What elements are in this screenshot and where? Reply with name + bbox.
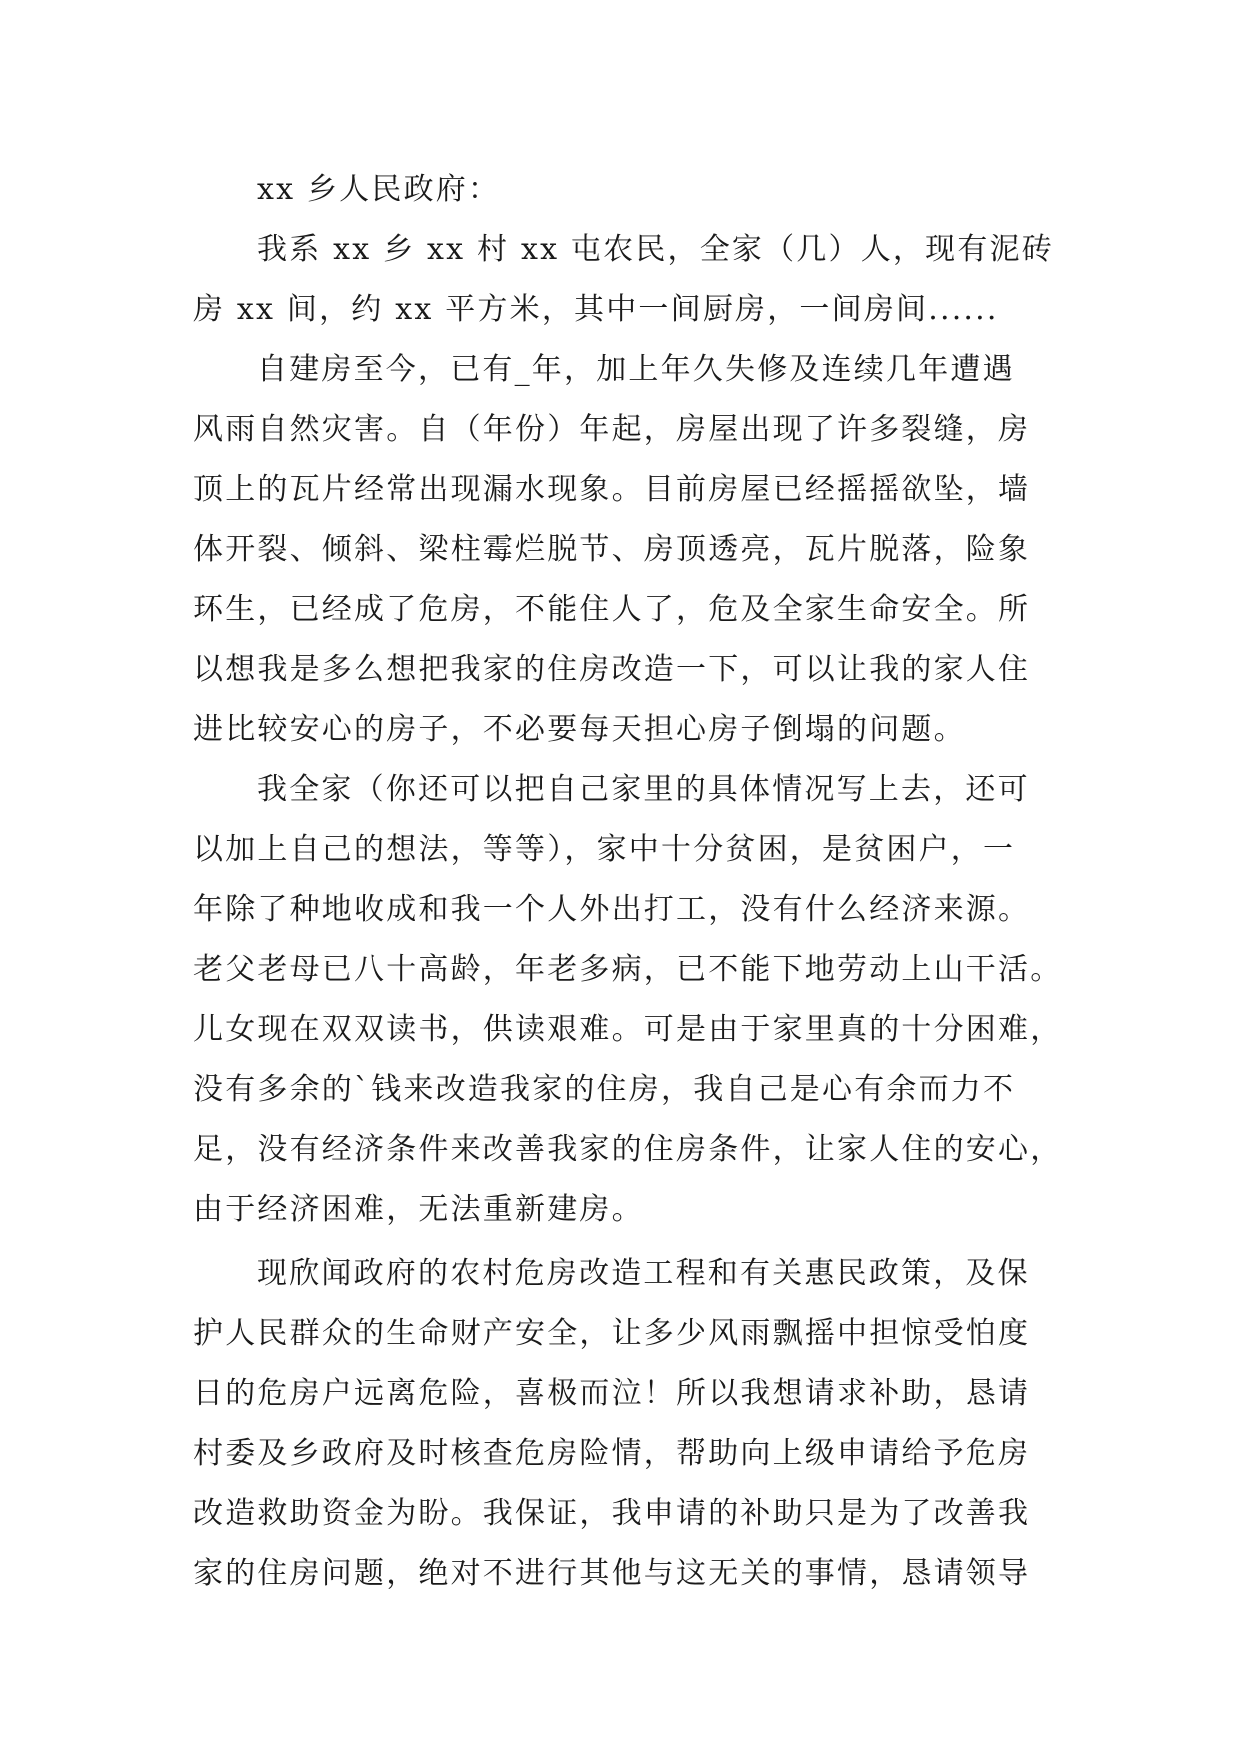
paragraph-line: 环生，已经成了危房，不能住人了，危及全家生命安全。所: [193, 592, 1031, 627]
paragraph-line: 村委及乡政府及时核查危房险情，帮助向上级申请给予危房: [193, 1436, 1031, 1471]
paragraph-line: 改造救助资金为盼。我保证，我申请的补助只是为了改善我: [193, 1496, 1031, 1531]
paragraph-line: 日的危房户远离危险，喜极而泣！所以我想请求补助，恳请: [193, 1376, 1031, 1411]
paragraph-line: 我全家（你还可以把自己家里的具体情况写上去，还可: [257, 772, 1030, 807]
paragraph-family-situation: [193, 760, 1063, 1240]
paragraph-line: 进比较安心的房子，不必要每天担心房子倒塌的问题。: [193, 712, 966, 747]
salutation-line: xx 乡人民政府：: [257, 172, 501, 207]
paragraph-house-condition: [193, 340, 1059, 760]
paragraph-line: 没有多余的`钱来改造我家的住房，我自己是心有余而力不: [193, 1072, 1016, 1107]
paragraph-request: [193, 1244, 1059, 1604]
paragraph-line: 由于经济困难，无法重新建房。: [193, 1192, 644, 1227]
paragraph-line: 老父老母已八十高龄，年老多病，已不能下地劳动上山干活。: [193, 952, 1063, 987]
letter-body: [193, 160, 1063, 1604]
paragraph-line: 以想我是多么想把我家的住房改造一下，可以让我的家人住: [193, 652, 1031, 687]
paragraph-line: 房 xx 间，约 xx 平方米，其中一间厨房，一间房间......: [193, 292, 999, 327]
paragraph-line: 自建房至今，已有_年，加上年久失修及连续几年遭遇: [257, 352, 1015, 387]
paragraph-line: 家的住房问题，绝对不进行其他与这无关的事情，恳请领导: [193, 1556, 1031, 1591]
paragraph-line: 护人民群众的生命财产安全，让多少风雨飘摇中担惊受怕度: [193, 1316, 1031, 1351]
paragraph-line: 儿女现在双双读书，供读艰难。可是由于家里真的十分困难，: [193, 1012, 1063, 1047]
paragraph-line: 年除了种地收成和我一个人外出打工，没有什么经济来源。: [193, 892, 1031, 927]
paragraph-household: [193, 220, 1059, 340]
paragraph-line: 体开裂、倾斜、梁柱霉烂脱节、房顶透亮，瓦片脱落，险象: [193, 532, 1031, 567]
paragraph-line: 风雨自然灾害。自（年份）年起，房屋出现了许多裂缝，房: [193, 412, 1031, 447]
paragraph-line: 顶上的瓦片经常出现漏水现象。目前房屋已经摇摇欲坠，墙: [193, 472, 1031, 507]
paragraph-line: 我系 xx 乡 xx 村 xx 屯农民，全家（几）人，现有泥砖: [257, 232, 1054, 267]
paragraph-line: 足，没有经济条件来改善我家的住房条件，让家人住的安心，: [193, 1132, 1063, 1167]
paragraph-line: 以加上自己的想法，等等），家中十分贫困，是贫困户，一: [193, 832, 1016, 867]
paragraph-line: 现欣闻政府的农村危房改造工程和有关惠民政策，及保: [257, 1256, 1030, 1291]
